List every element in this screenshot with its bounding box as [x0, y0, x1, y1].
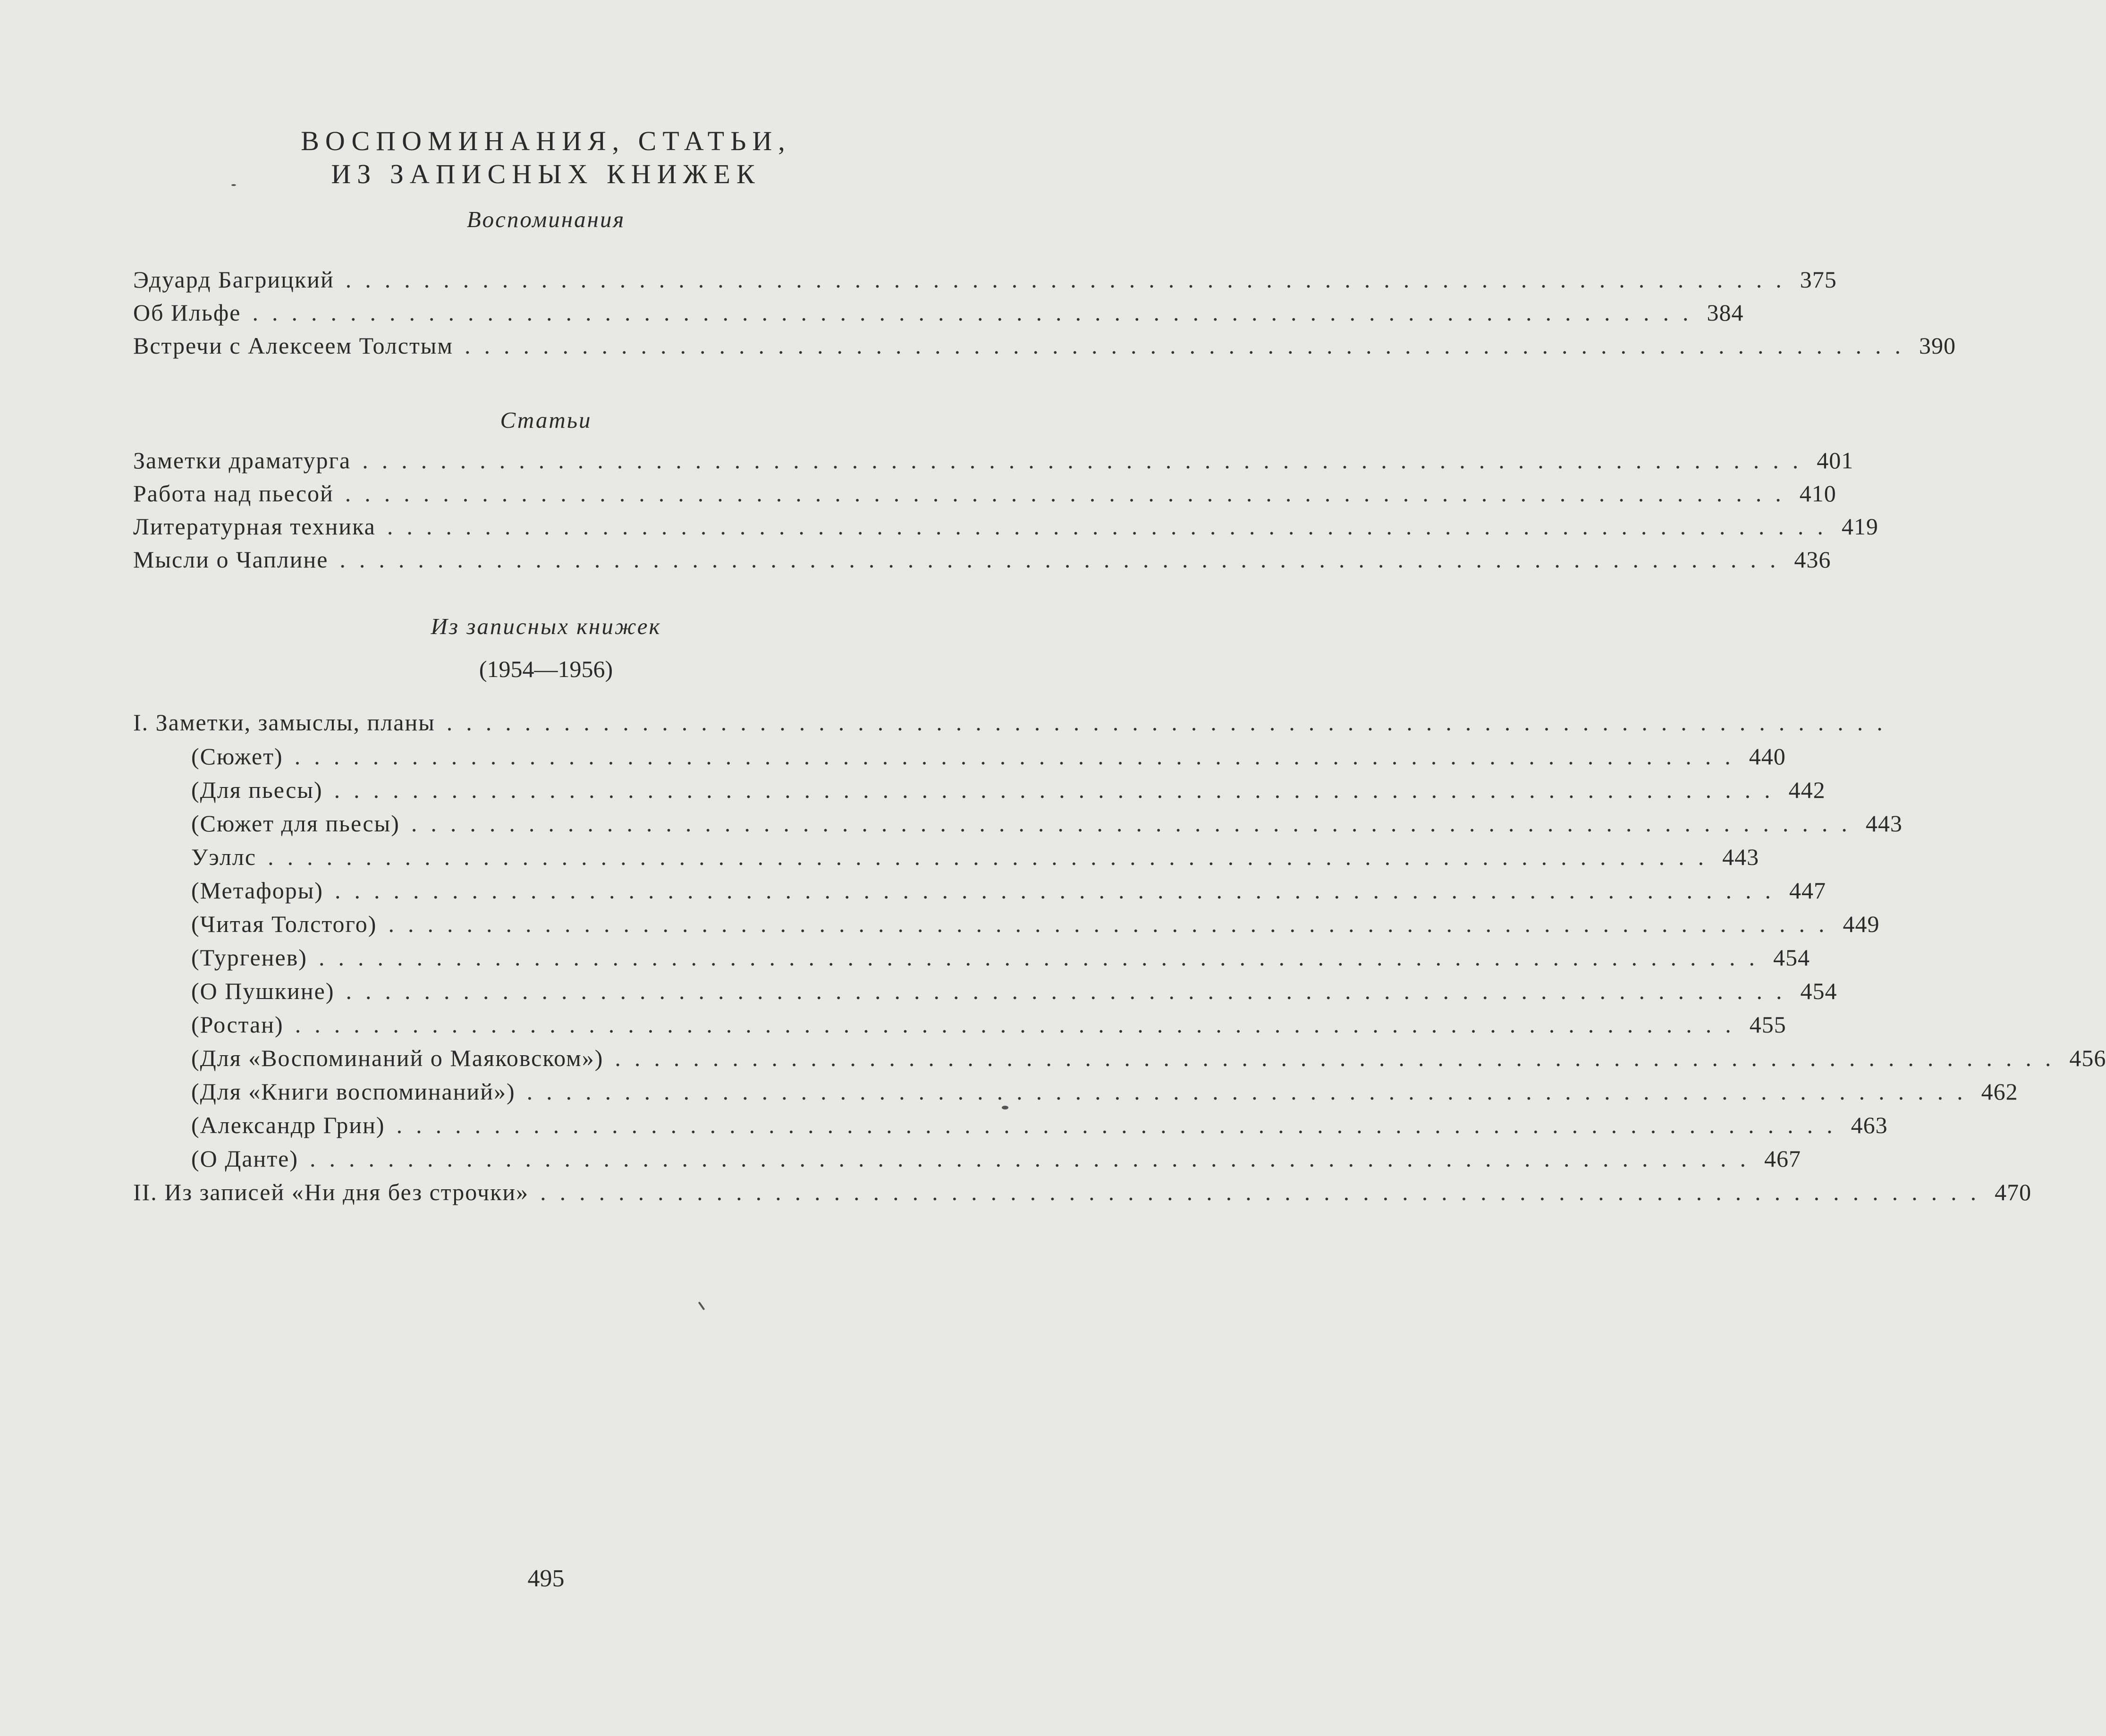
- toc-entry: [191, 1010, 1786, 1039]
- dot-leader: ..........................................................................: [295, 1011, 1745, 1038]
- toc-entry: [133, 512, 1878, 541]
- toc-entry: [133, 331, 1956, 360]
- toc-entry-label: (Для пьесы): [191, 777, 323, 803]
- toc-entry-label: Заметки драматурга: [133, 447, 351, 474]
- dot-leader: ..........................................................................: [334, 777, 1784, 803]
- toc-entry-page: 463: [1851, 1112, 1888, 1138]
- toc-entry: [191, 1144, 1802, 1173]
- toc-entry-label: (Сюжет для пьесы): [191, 810, 400, 837]
- toc-entry-page: 384: [1707, 299, 1744, 326]
- toc-entry: [133, 265, 1837, 294]
- section-years: (1954—1956): [479, 656, 613, 682]
- page-number: 495: [527, 1565, 565, 1592]
- toc-entry-label: Эдуард Багрицкий: [133, 266, 334, 293]
- toc-entry-label: (О Данте): [191, 1145, 299, 1172]
- toc-entry-label: (Александр Грин): [191, 1112, 385, 1138]
- toc-entry-label: (Читая Толстого): [191, 911, 377, 937]
- toc-entry: [191, 977, 1837, 1005]
- toc-entry: [191, 1044, 2106, 1072]
- toc-entry-page: 419: [1841, 513, 1878, 540]
- dot-leader: ..........................................................................: [339, 546, 1790, 573]
- heading-line-1: ВОСПОМИНАНИЯ, СТАТЬИ,: [301, 126, 791, 156]
- dot-leader: ..........................................................................: [252, 299, 1702, 326]
- dot-leader: ..........................................................................: [396, 1112, 1846, 1138]
- toc-part-heading: [133, 708, 1896, 737]
- dot-leader: ..........................................................................: [465, 332, 1915, 359]
- toc-entry: [133, 298, 1744, 327]
- toc-entry: [133, 545, 1831, 574]
- toc-entry-label: Встречи с Алексеем Толстым: [133, 332, 454, 359]
- dot-leader: ..........................................................................: [615, 1045, 2065, 1071]
- toc-entry-label: (Тургенев): [191, 944, 307, 971]
- dot-leader: ..........................................................................: [411, 810, 1861, 837]
- dot-leader: ..........................................................................: [318, 944, 1768, 971]
- dot-leader: ..........................................................................: [526, 1078, 1977, 1105]
- toc-entry-label: I. Заметки, замыслы, планы: [133, 709, 435, 736]
- toc-entry-label: Уэллс: [191, 844, 257, 870]
- toc-entry: [191, 843, 1759, 871]
- toc-entry-page: 447: [1789, 877, 1826, 904]
- section-title-notebooks: Из записных книжек: [431, 613, 661, 639]
- toc-entry-label: Работа над пьесой: [133, 480, 334, 507]
- toc-entry-page: 455: [1749, 1011, 1786, 1038]
- toc-entry-label: (Сюжет): [191, 743, 283, 770]
- section-title-memoirs: Воспоминания: [466, 206, 626, 232]
- toc-entry-label: II. Из записей «Ни дня без строчки»: [133, 1179, 529, 1205]
- toc-entry-page: 390: [1919, 332, 1956, 359]
- toc-entry: [133, 479, 1836, 508]
- paper-speck: [698, 1302, 705, 1311]
- dot-leader: ..........................................................................: [334, 877, 1785, 904]
- dot-leader: ..........................................................................: [388, 911, 1838, 937]
- toc-entry-page: 470: [1995, 1179, 2032, 1205]
- toc-entry-page: 410: [1799, 480, 1836, 507]
- toc-entry: [191, 1111, 1888, 1139]
- toc-entry: [191, 876, 1826, 905]
- toc-entry-page: 449: [1843, 911, 1880, 937]
- toc-entry-page: 456: [2069, 1045, 2106, 1071]
- dot-leader: ..........................................................................: [345, 480, 1795, 507]
- toc-entry-label: (Для «Воспоминаний о Маяковском»): [191, 1045, 604, 1071]
- toc-entry-page: 401: [1817, 447, 1854, 474]
- toc-entry: [191, 742, 1786, 771]
- dot-leader: ..........................................................................: [310, 1145, 1760, 1172]
- toc-entry-label: (Для «Книги воспоминаний»): [191, 1078, 516, 1105]
- toc-part-heading: [133, 1178, 2032, 1206]
- toc-entry-page: 440: [1749, 743, 1786, 770]
- toc-entry-page: 443: [1722, 844, 1759, 870]
- paper-speck: [231, 184, 236, 186]
- toc-entry-label: Литературная техника: [133, 513, 376, 540]
- dot-leader: ..........................................................................: [346, 978, 1796, 1004]
- dot-leader: ..........................................................................: [362, 447, 1812, 474]
- toc-entry: [191, 809, 1903, 838]
- toc-entry-page: 436: [1794, 546, 1831, 573]
- toc-entry-page: 467: [1764, 1145, 1802, 1172]
- dot-leader: ..........................................................................: [387, 513, 1837, 540]
- toc-entry-label: Мысли о Чаплине: [133, 546, 329, 573]
- toc-entry-page: 454: [1800, 978, 1837, 1004]
- dot-leader: ..........................................................................: [268, 844, 1718, 870]
- toc-entry-label: (Метафоры): [191, 877, 323, 904]
- paper-speck: [1002, 1106, 1008, 1109]
- toc-entry: [191, 910, 1880, 938]
- toc-entry-label: Об Ильфе: [133, 299, 241, 326]
- heading-line-2: ИЗ ЗАПИСНЫХ КНИЖЕК: [331, 159, 761, 189]
- toc-entry-page: 375: [1800, 266, 1837, 293]
- dot-leader: ..........................................................................: [294, 743, 1744, 770]
- toc-entry: [191, 943, 1810, 972]
- toc-entry: [191, 776, 1826, 804]
- dot-leader: ..........................................................................: [446, 709, 1896, 736]
- toc-entry-page: 443: [1865, 810, 1903, 837]
- dot-leader: ..........................................................................: [540, 1179, 1990, 1205]
- toc-entry: [191, 1077, 2018, 1106]
- section-title-articles: Статьи: [500, 407, 592, 433]
- toc-entry-page: 462: [1981, 1078, 2018, 1105]
- toc-entry-page: 454: [1773, 944, 1810, 971]
- toc-entry-label: (Ростан): [191, 1011, 284, 1038]
- dot-leader: ..........................................................................: [345, 266, 1795, 293]
- toc-entry-page: 442: [1788, 777, 1826, 803]
- toc-entry: [133, 446, 1854, 474]
- toc-entry-label: (О Пушкине): [191, 978, 335, 1004]
